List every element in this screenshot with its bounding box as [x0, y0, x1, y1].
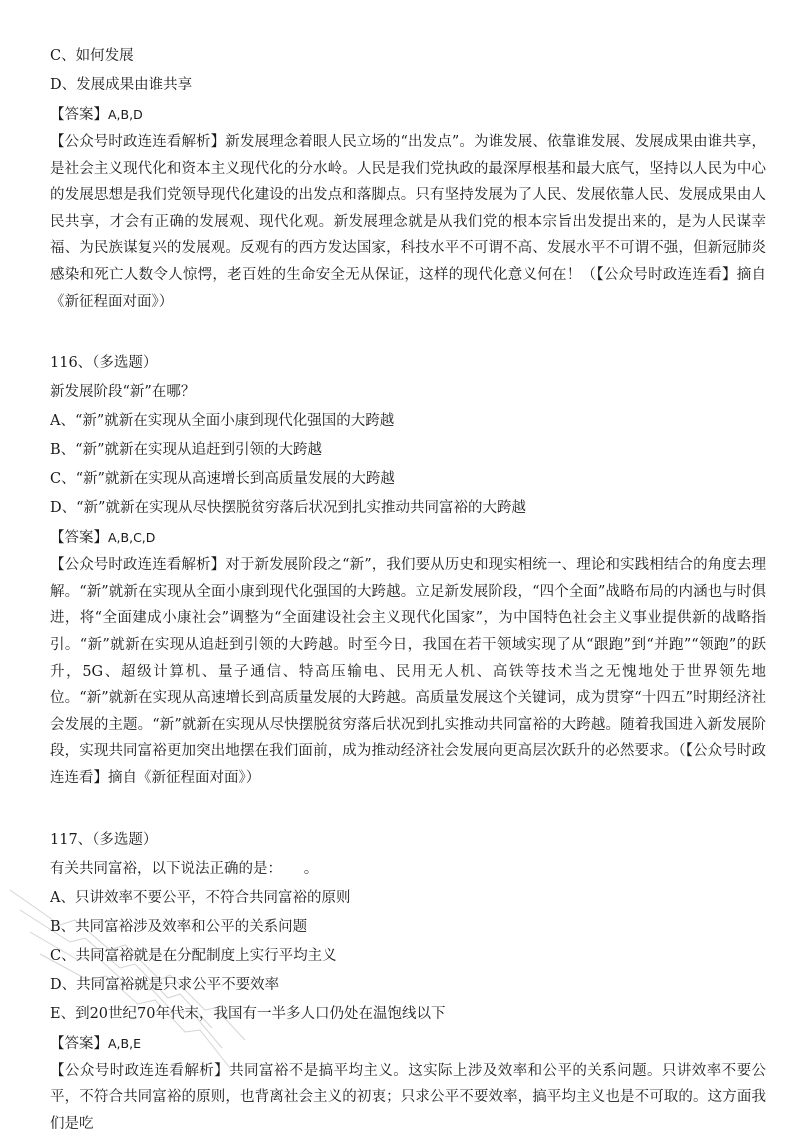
document-page [50, 42, 766, 1137]
q115-option-d: D、发展成果由谁共享 [50, 71, 766, 100]
q116-number: 116、（多选题） [50, 349, 766, 378]
q115-analysis: 【公众号时政连连看解析】新发展理念着眼人民立场的“出发点”。为谁发展、依靠谁发展、发展成果由谁共享，是社会主义现代化和资本主义现代化的分水岭。人民是我们党执政的最深厚根基和最大底气，坚持以人民为中心的发展思想是我们党领导现代化建设的出发点和落脚点。只有坚持发展为了人民、发展依靠人民、发展成果由人民共享，才会有正确的发展观、现代化观。新发展理念就是从我们党的根本宗旨出发提出来的，是为人民谋幸福、为民族谋复兴的发展观。反观有的西方发达国家，科技水平不可谓不高、发展水平不可谓不强，但新冠肺炎感染和死亡人数令人惊愕，老百姓的生命安全无从保证，这样的现代化意义何在！（【公众号时政连连看】摘自《新征程面对面》） [50, 129, 766, 315]
q116-option-b: B、“新”就新在实现从追赶到引领的大跨越 [50, 436, 766, 465]
q117-option-a: A、只讲效率不要公平，不符合共同富裕的原则 [50, 884, 766, 913]
q116-answer [50, 523, 766, 552]
q117-number: 117、（多选题） [50, 826, 766, 855]
answer-value: A,B,D [108, 107, 143, 122]
q116-option-a: A、“新”就新在实现从全面小康到现代化强国的大跨越 [50, 407, 766, 436]
spacer [50, 792, 766, 826]
answer-value: A,B,E [108, 1036, 141, 1051]
q117-option-d: D、共同富裕就是只求公平不要效率 [50, 971, 766, 1000]
q117-option-e: E、到20世纪70年代末，我国有一半多人口仍处在温饱线以下 [50, 1000, 766, 1029]
q116-option-c: C、“新”就新在实现从高速增长到高质量发展的大跨越 [50, 465, 766, 494]
answer-label: 【答案】 [50, 1036, 108, 1052]
q116-option-d: D、“新”就新在实现从尽快摆脱贫穷落后状况到扎实推动共同富裕的大跨越 [50, 494, 766, 523]
q115-answer [50, 100, 766, 129]
q116-analysis: 【公众号时政连连看解析】对于新发展阶段之“新”，我们要从历史和现实相统一、理论和实践相结合的角度去理解。“新”就新在实现从全面小康到现代化强国的大跨越。立足新发展阶段，“四个全面”战略布局的内涵也与时俱进，将“全面建成小康社会”调整为“全面建设社会主义现代化国家”，为中国特色社会主义事业提供新的战略指引。“新”就新在实现从追赶到引领的大跨越。时至今日，我国在若干领域实现了从“跟跑”到“并跑”“领跑”的跃升，5G、超级计算机、量子通信、特高压输电、民用无人机、高铁等技术当之无愧地处于世界领先地位。“新”就新在实现从高速增长到高质量发展的大跨越。高质量发展这个关键词，成为贯穿“十四五”时期经济社会发展的主题。“新”就新在实现从尽快摆脱贫穷落后状况到扎实推动共同富裕的大跨越。随着我国进入新发展阶段，实现共同富裕更加突出地摆在我们面前，成为推动经济社会发展向更高层次跃升的必然要求。（【公众号时政连连看】摘自《新征程面对面》） [50, 552, 766, 791]
q117-answer [50, 1029, 766, 1058]
spacer [50, 315, 766, 349]
q117-option-b: B、共同富裕涉及效率和公平的关系问题 [50, 913, 766, 942]
answer-label: 【答案】 [50, 530, 108, 546]
q117-analysis: 【公众号时政连连看解析】共同富裕不是搞平均主义。这实际上涉及效率和公平的关系问题。只讲效率不要公平，不符合共同富裕的原则，也背离社会主义的初衷；只求公平不要效率，搞平均主义也是不可取的。这方面我们是吃 [50, 1058, 766, 1137]
q117-option-c: C、共同富裕就是在分配制度上实行平均主义 [50, 942, 766, 971]
answer-label: 【答案】 [50, 107, 108, 123]
q115-option-c: C、如何发展 [50, 42, 766, 71]
answer-value: A,B,C,D [108, 530, 155, 545]
q117-stem: 有关共同富裕，以下说法正确的是： 。 [50, 855, 766, 884]
q116-stem: 新发展阶段“新”在哪？ [50, 378, 766, 407]
